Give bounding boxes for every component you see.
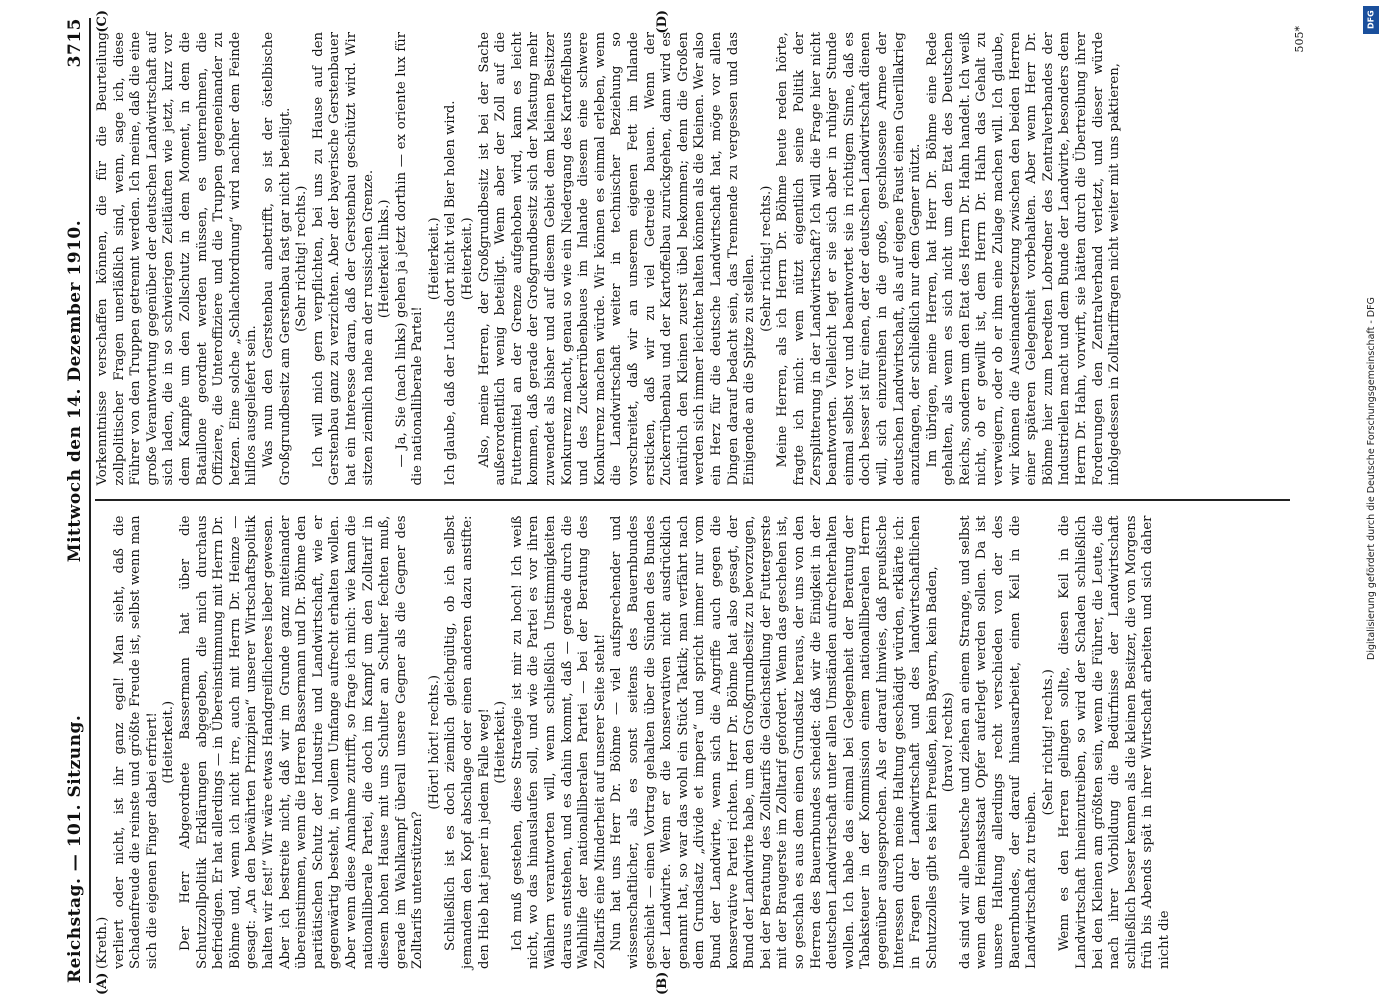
left-column-paragraph: Schließlich ist es doch ziemlich gleichgültig, ob ich selbst jemandem den Kopf abschlage oder einen anderen dazu anstifte: den Hieb hat jener in jedem Falle weg! [443,515,492,969]
dfg-logo-text: DFG [1366,10,1376,30]
marker-d: (D) [655,10,670,34]
dfg-logo [1363,6,1379,34]
column-right [95,10,1290,500]
marker-b: (B) [655,971,670,995]
document-page [55,8,1310,993]
left-column-paragraph: verliert oder nicht, ist ihr ganz egal! Man sieht, daß die Schadenfreude die reinste und größte Freude ist, selbst wenn man sich die eigenen Finger dabei erfriert! [111,515,160,969]
header-rule [89,18,91,983]
left-column-paragraph: (Heiterkeit.) [161,700,177,784]
marker-c: (C) [95,10,110,33]
right-column-paragraph: Ich will mich gern verpflichten, bei uns zu Hause auf den Gerstenbau ganz zu verzichten. Aber der bayerische Gerstenbauer hat ein Interesse daran, daß der Gerstenbau geschützt wird. Wir sitzen ziemlich nahe an der russischen Grenze. [310,32,376,486]
marker-a: (A) [95,972,110,995]
right-column-paragraph: (Heiterkeit links.) [377,199,393,319]
right-column-paragraph: Also, meine Herren, der Großgrundbesitz ist bei der Sache außerordentlich wenig beteiligt. Wenn aber der Zoll auf die Futtermittel an der Grenze aufgehoben wird, kann es leicht kommen, daß gerade der Großgrundbesitz sich der Mastung mehr zuwendet als bisher und auf diesem Gebiet dem kleinen Besitzer Konkurrenz macht, genau so wie ein Niedergang des Kartoffelbaus und des Zuckerrübenbaues im Inlande diesem eine schwere Konkurrenz machen würde. Wir können es einmal erleben, wenn die Landwirtschaft weiter in technischer Beziehung so vorschreitet, daß wir an unserem eigenen Fett im Inlande ersticken, daß wir zu viel Getreide bauen. Wenn der Zuckerrübenbau und der Kartoffelbau zurückgehen, dann wird es natürlich den Kleinen zuerst übel bekommen; denn die Großen werden sich immer leichter halten können als die Kleinen. Wer also ein Herz für die deutsche Landwirtschaft hat, möge vor allen Dingen darauf bedacht sein, das Trennende zu vergessen und das Einigende an die Spitze zu stellen. [476,32,758,486]
digitization-note: Digitalisierung gefördert durch die Deutsche Forschungsgemeinschaft - DFG [1366,297,1377,660]
page-footer-number: 505* [1293,26,1306,53]
right-column-paragraph: — Ja, Sie (nach links) gehen ja jetzt dorthin — ex oriente lux für die nationalliberale Partei! [393,32,426,486]
column-left [95,502,1290,995]
left-column-paragraph: Wenn es den Herren gelingen sollte, diesen Keil in die Landwirtschaft hineinzutreiben, so wird der Schaden schließlich bei den Kleinen am größten sein, wenn die Führer, die Leute, die nach ihrer Vorbildung die Bedürfnisse der Landwirtschaft schließlich besser kennen als die kleinen Besitzer, die von Morgens früh bis Abends spät in ihrer Wirtschaft arbeiten und sich daher nicht die [1057,515,1172,969]
rotated-page-container [55,8,1310,993]
right-column-paragraph: Im übrigen, meine Herren, hat Herr Dr. Böhme eine Rede gehalten, als wenn es sich nicht um den Etat des Deutschen Reichs, sondern um den Etat des Herrn Dr. Hahn handelt. Ich weiß nicht, ob er gewillt ist, dem Herrn Dr. Hahn das Gehalt zu verweigern, oder ob er ihm eine Zulage machen will. Ich glaube, wir können die Auseinandersetzung zwischen den beiden Herren einer späteren Gelegenheit vorbehalten. Aber wenn Herr Dr. Böhme hier zum beredten Lobredner des Zentralverbandes der Industriellen macht und dem Bunde der Landwirte, besonders dem Herrn Dr. Hahn, vorwirft, sie hätten durch die Übertreibung ihrer Forderungen den Zentralverband verletzt, und dieser würde infolgedessen in Zolltariffragen nicht weiter mit uns paktieren, [924,32,1123,486]
right-column-paragraph: Ich glaube, daß der Luchs dort nicht viel Bier holen wird. [443,100,459,486]
header-center: Mittwoch den 14. Dezember 1910. [65,219,85,563]
left-column-paragraph: (bravo! rechts) [941,692,957,793]
right-column-paragraph: (Sehr richtig! rechts.) [758,185,774,332]
left-column-paragraph: (Hört! hört! rechts.) [426,674,442,810]
left-column-paragraph: Ich muß gestehen, diese Strategie ist mir zu hoch! Ich weiß nicht, wo das hinauslaufen soll, und wie die Partei es vor ihren Wählern verantworten will, wenn schließlich Unstimmigkeiten daraus entstehen, und es dahin kommt, daß — gerade durch die Wahlhilfe der nationalliberalen Partei — bei der Beratung des Zolltarifs eine Minderheit auf unserer Seite steht! [509,515,608,969]
left-column-paragraph: (Heiterkeit.) [493,700,509,784]
left-column-paragraph: (Kreth.) [95,916,110,969]
right-column-paragraph: Was nun den Gerstenbau anbetrifft, so ist der östelbische Großgrundbesitz am Gerstenbau fast gar nicht beteiligt. [260,32,293,486]
header-left: Reichstag. — 101. Sitzung. [65,714,85,983]
left-column-paragraph: Nun hat uns Herr Dr. Böhme — viel aufsprechender und wissenschaftlicher, als es sonst seitens des Bauernbundes geschieht — einen Vortrag gehalten über die Sünden des Bundes der Landwirte. Wenn er die konservativen nicht ausdrücklich genannt hat, so war das wohl ein Stück Taktik; man verfährt nach dem Grundsatz „divide et impera“ und spricht immer nur vom Bund der Landwirte, wenn sich die Angriffe auch gegen die konservative Partei richten. Herr Dr. Böhme hat also gesagt, der Bund der Landwirte habe, um den Großgrundbesitz zu bevorzugen, bei der Beratung des Zolltarifs die Gleichstellung der Futtergerste mit der Braugerste im Zolltarif gefordert. Wenn das geschehen ist, so geschah es aus dem einen Grundsatz heraus, der uns von den Herren des Bauernbundes scheidet: daß wir die Einigkeit in der deutschen Landwirtschaft unter allen Umständen aufrechterhalten wollen. Ich habe das einmal bei Gelegenheit der Beratung der Tabaksteuer in der Kommission einem nationalliberalen Herrn gegenüber ausgesprochen. Als er darauf hinwies, daß preußische Interessen durch meine Haltung geschädigt würden, erklärte ich: in Fragen der Landwirtschaft und des landwirtschaftlichen Schutzzolles gibt es kein Preußen, kein Bayern, kein Baden, [609,515,940,969]
right-column-paragraph: (Heiterkeit.) [460,217,476,301]
right-column-paragraph: (Sehr richtig! rechts.) [294,185,310,332]
right-column-paragraph: (Heiterkeit.) [426,217,442,301]
right-column-paragraph: Vorkenntnisse verschaffen können, die für die Beurteilung zollpolitischer Fragen unerläßlich sind, wenn, sage ich, diese Führer von den Truppen getrennt werden. Ich meine, daß die eine große Verantwortung gegenüber der deutschen Landwirtschaft auf sich laden, die in so schwierigen Zeitläuften wie jetzt, kurz vor dem Kampfe um den Zollschutz in dem Moment, in dem die Bataillone geordnet werden müssen, es unternehmen, die Offiziere, die Unteroffiziere und die Truppen gegeneinander zu hetzen. Eine solche „Schlachtordnung“ wird nachher dem Feinde hilflos ausgeliefert sein. [95,32,260,486]
page-number: 3715 [65,18,85,68]
text-columns [95,10,1290,995]
left-column-paragraph: (Sehr richtig! rechts.) [1040,669,1056,816]
left-column-paragraph: Der Herr Abgeordnete Bassermann hat über die Schutzzollpolitik Erklärungen abgegeben, die mich durchaus befriedigen. Er hat allerdings — in Übereinstimmung mit Herrn Dr. Böhme und, wenn ich nicht irre, auch mit Herrn Dr. Heinze — gesagt: „An den bewährten Prinzipien“ unserer Wirtschaftspolitik halten wir fest!“ Wir wäre etwas Handgreiflicheres lieber gewesen. Aber ich bestreite nicht, daß wir im Grunde ganz miteinander übereinstimmen, wenn die Herren Bassermann und Dr. Böhme den paritätischen Schutz der Industrie und Landwirtschaft, wie er gegenwärtig besteht, in vollem Umfange aufrecht erhalten wollen. Aber wenn diese Annahme zutrifft, so frage ich mich: wie kann die nationalliberale Partei, die doch im Kampf um den Zolltarif in diesem hohen Hause mit uns Schulter an Schulter fechten muß, gerade im Wahlkampf überall unsere Gegner als die Gegner des Zolltarifs unterstützen? [177,515,426,969]
left-column-paragraph: da sind wir alle Deutsche und ziehen an einem Strange, und selbst wenn dem Heimatsstaat Opfer auferlegt werden sollen. Da ist unsere Haltung allerdings recht verschieden von der des Bauernbundes, der darauf hinausarbeitet, einen Keil in die Landwirtschaft zu treiben. [957,515,1040,969]
page-header [55,18,85,983]
right-column-paragraph: Meine Herren, als ich Herrn Dr. Böhme heute reden hörte, fragte ich mich: wem nützt eigentlich seine Politik der Zersplitterung in der Landwirtschaft? Ich will die Frage hier nicht beantworten. Vielleicht legt er sie sich aber in ruhiger Stunde einmal selbst vor und beantwortet sie in richtigem Sinne, daß es doch besser ist für einen, der der deutschen Landwirtschaft dienen will, sich einzureihen in die große, geschlossene Armee der deutschen Landwirtschaft, als auf eigene Faust einen Guerillakrieg anzufangen, der schließlich nur dem Gegner nützt. [775,32,924,486]
